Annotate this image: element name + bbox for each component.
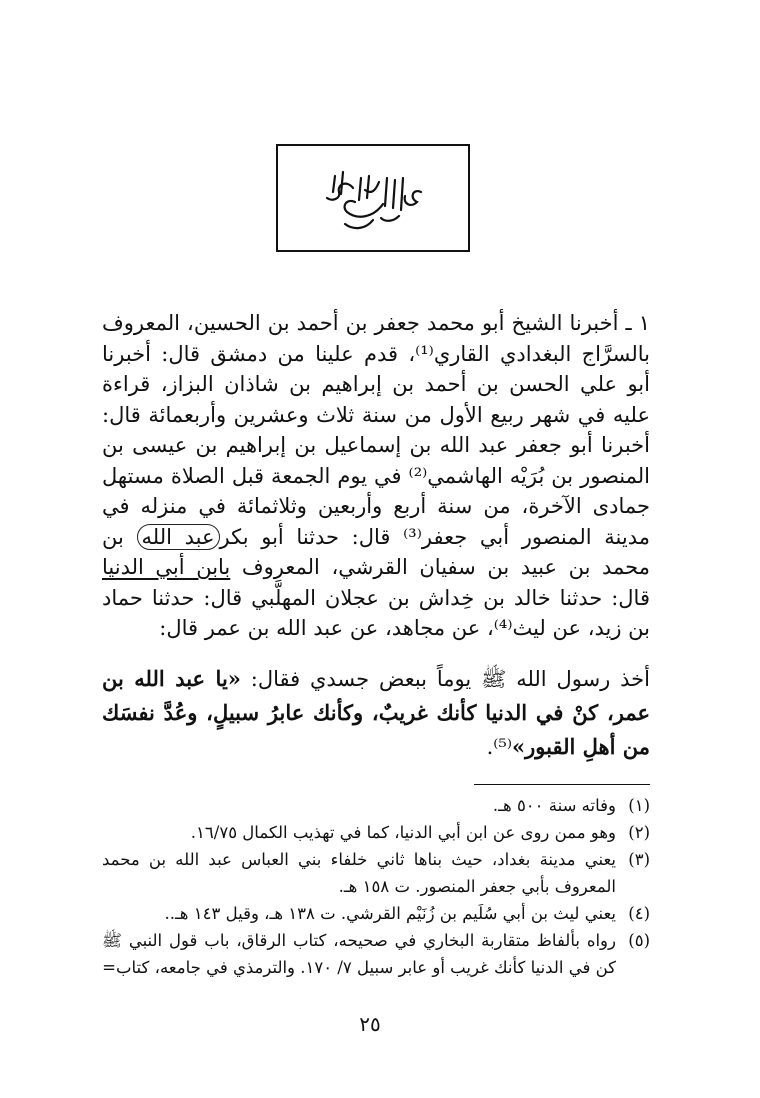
hadith-paragraph <box>102 662 650 764</box>
footnote-item: (١) وفاته سنة ٥٠٠ هـ. <box>492 796 650 815</box>
chain-text-cont1: بن محمد بن عبيد بن سفيان القرشي، المعروف <box>102 524 650 579</box>
footnote-separator <box>474 784 650 785</box>
footnote-item: (٢) وهو ممن روى عن ابن أبي الدنيا، كما في تهذيب الكمال ١٦/٧٥. <box>190 823 650 842</box>
hadith-note-ref: ⁽⁵⁾. <box>486 734 513 759</box>
circled-name: عبد الله <box>137 524 220 550</box>
footnote-item: (٤) يعني ليث بن أبي سُلَيم بن زُنَيْم القرشي. ت ١٣٨ هـ، وقيل ١٤٣ هـ.. <box>164 904 650 923</box>
hadith-text: «يا عبد الله بن عمر، كنْ في الدنيا كأنك غريبٌ، وكأنك عابرُ سبيلٍ، وعُدَّ نفسَك من أهلِ القبور» <box>102 665 650 759</box>
hadith-intro: أخذ رسول الله ﷺ يوماً ببعض جسدي فقال: <box>240 666 650 691</box>
footnote-item: (٥) رواه بألفاظ متقاربة البخاري في صحيحه، كتاب الرقاق، باب قول النبي ﷺ كن في الدنيا كأنك غريب أو عابر سبيل ٧/ ١٧٠. والترمذي في جامعه، كتاب= <box>102 931 650 977</box>
page-number: ٢٥ <box>359 1012 381 1036</box>
basmala-calligraphy-icon <box>313 158 433 238</box>
chain-text-cont2: قال: حدثنا خالد بن خِداش بن عجلان المهلَّبي قال: حدثنا حماد بن زيد، عن ليث⁽⁴⁾، عن مجاهد، عن عبد الله بن عمر قال: <box>102 585 650 640</box>
hadith-chain-paragraph <box>102 308 650 644</box>
chain-text: ١ ـ أخبرنا الشيخ أبو محمد جعفر بن أحمد بن الحسين، المعروف بالسرَّاج البغدادي القاري⁽¹⁾، قدم علينا من دمشق قال: أخبرنا أبو علي الحسن بن أحمد بن إبراهيم بن شاذان البزاز، قراءة عليه في شهر ربيع الأول من سنة ثلاث وعشرين وأربعمائة قال: أخبرنا أبو جعفر عبد الله بن إسماعيل بن إبراهيم بن عيسى بن المنصور بن بُرَيْه الهاشمي⁽²⁾ في يوم الجمعة قبل الصلاة مستهل جمادى الآخرة، من سنة أربع وأربعين وثلاثمائة في منزله في مدينة المنصور أبي جعفر⁽³⁾ قال: حدثنا أبو بكر <box>102 311 651 549</box>
footnote-item: (٣) يعني مدينة بغداد، حيث بناها ثاني خلفاء بني العباس عبد الله بن محمد المعروف بأبي جعفر المنصور. ت ١٥٨ هـ. <box>102 850 650 896</box>
basmala-frame <box>276 144 470 252</box>
main-text <box>102 308 650 764</box>
underlined-name: بابن أبي الدنيا <box>102 555 231 579</box>
footnotes <box>102 792 650 981</box>
